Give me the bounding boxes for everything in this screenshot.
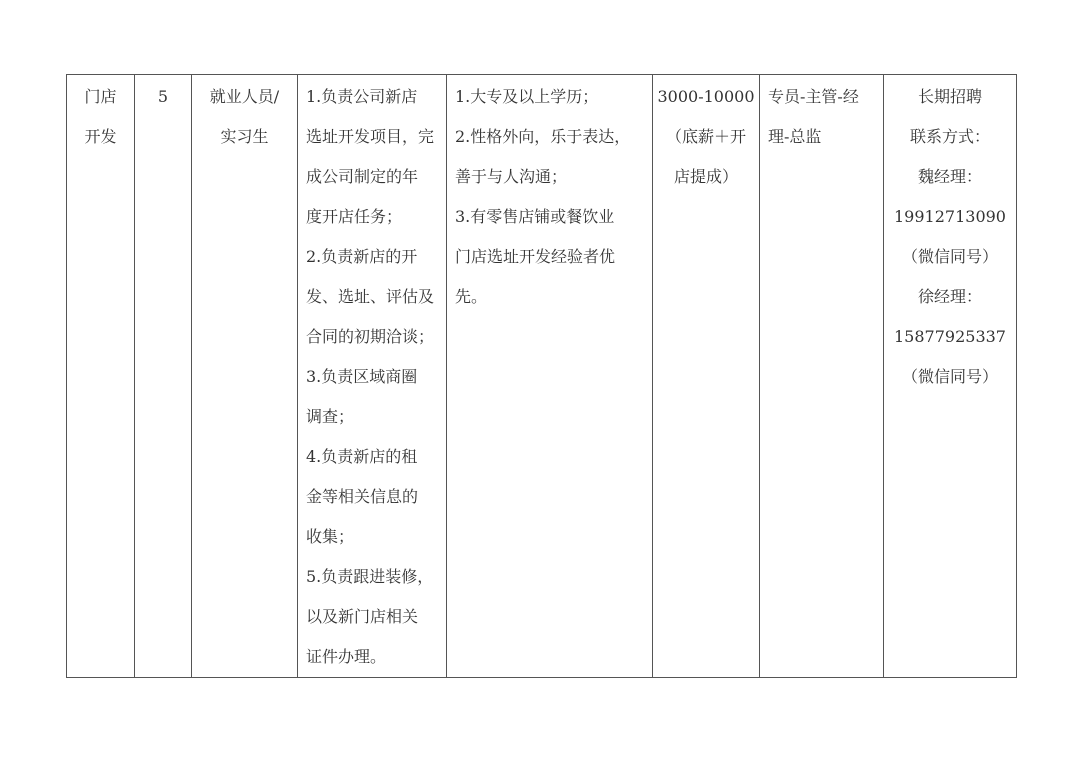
department-cell (67, 75, 135, 678)
text-line: 魏经理： (917, 167, 982, 186)
text-line: 先。 (455, 287, 488, 306)
text-line: 19912713090 (894, 207, 1006, 226)
text-line: 金等相关信息的 (306, 487, 419, 506)
text-line: 以及新门店相关 (306, 607, 419, 626)
text-line: 证件办理。 (306, 647, 387, 666)
text-line: 选址开发项目，完 (306, 127, 435, 146)
text-line: 1.大专及以上学历； (455, 87, 599, 106)
text-line: 2.性格外向，乐于表达， (455, 127, 631, 146)
text-line: 善于与人沟通； (455, 167, 568, 186)
text-line: 徐经理： (917, 287, 982, 306)
applicant-type-cell (192, 75, 298, 678)
text-line: 门店 (84, 87, 117, 106)
contact-cell (884, 75, 1017, 678)
text-line: 4.负责新店的租 (306, 447, 418, 466)
text-line: 合同的初期洽谈； (306, 327, 435, 346)
salary-lines (653, 75, 759, 197)
contact-lines (884, 75, 1016, 397)
salary-cell (653, 75, 760, 678)
text-line: 收集； (306, 527, 355, 546)
career-path-cell (760, 75, 884, 678)
text-line: 2.负责新店的开 (306, 247, 418, 266)
requirements-cell (447, 75, 653, 678)
text-line: 长期招聘 (917, 87, 982, 106)
text-line: 就业人员/ (209, 87, 280, 106)
text-line: 3.负责区域商圈 (306, 367, 418, 386)
text-line: 联系方式： (909, 127, 990, 146)
department-lines (67, 75, 134, 157)
text-line: 3000-10000 (657, 87, 755, 106)
table-row (67, 75, 1017, 678)
duties-lines (306, 75, 440, 677)
job-posting-table (66, 74, 1017, 678)
duties-cell (298, 75, 447, 678)
text-line: 理-总监 (768, 127, 822, 146)
text-line: 开发 (84, 127, 117, 146)
text-line: 发、选址、评估及 (306, 287, 435, 306)
text-line: （微信同号） (901, 367, 998, 386)
text-line: 成公司制定的年 (306, 167, 419, 186)
text-line: 专员-主管-经 (768, 87, 859, 106)
applicant-type-lines (192, 75, 297, 157)
career-path-lines (768, 75, 877, 157)
text-line: 门店选址开发经验者优 (455, 247, 616, 266)
text-line: 3.有零售店铺或餐饮业 (455, 207, 615, 226)
text-line: 5.负责跟进装修， (306, 567, 434, 586)
headcount-cell (135, 75, 192, 678)
text-line: （底薪＋开 (665, 127, 746, 146)
text-line: 15877925337 (894, 327, 1006, 346)
requirements-lines (455, 75, 646, 317)
text-line: （微信同号） (901, 247, 998, 266)
text-line: 实习生 (220, 127, 269, 146)
headcount-value: 5 (157, 87, 169, 106)
text-line: 1.负责公司新店 (306, 87, 418, 106)
text-line: 调查； (306, 407, 355, 426)
text-line: 店提成） (673, 167, 738, 186)
text-line: 度开店任务； (306, 207, 403, 226)
